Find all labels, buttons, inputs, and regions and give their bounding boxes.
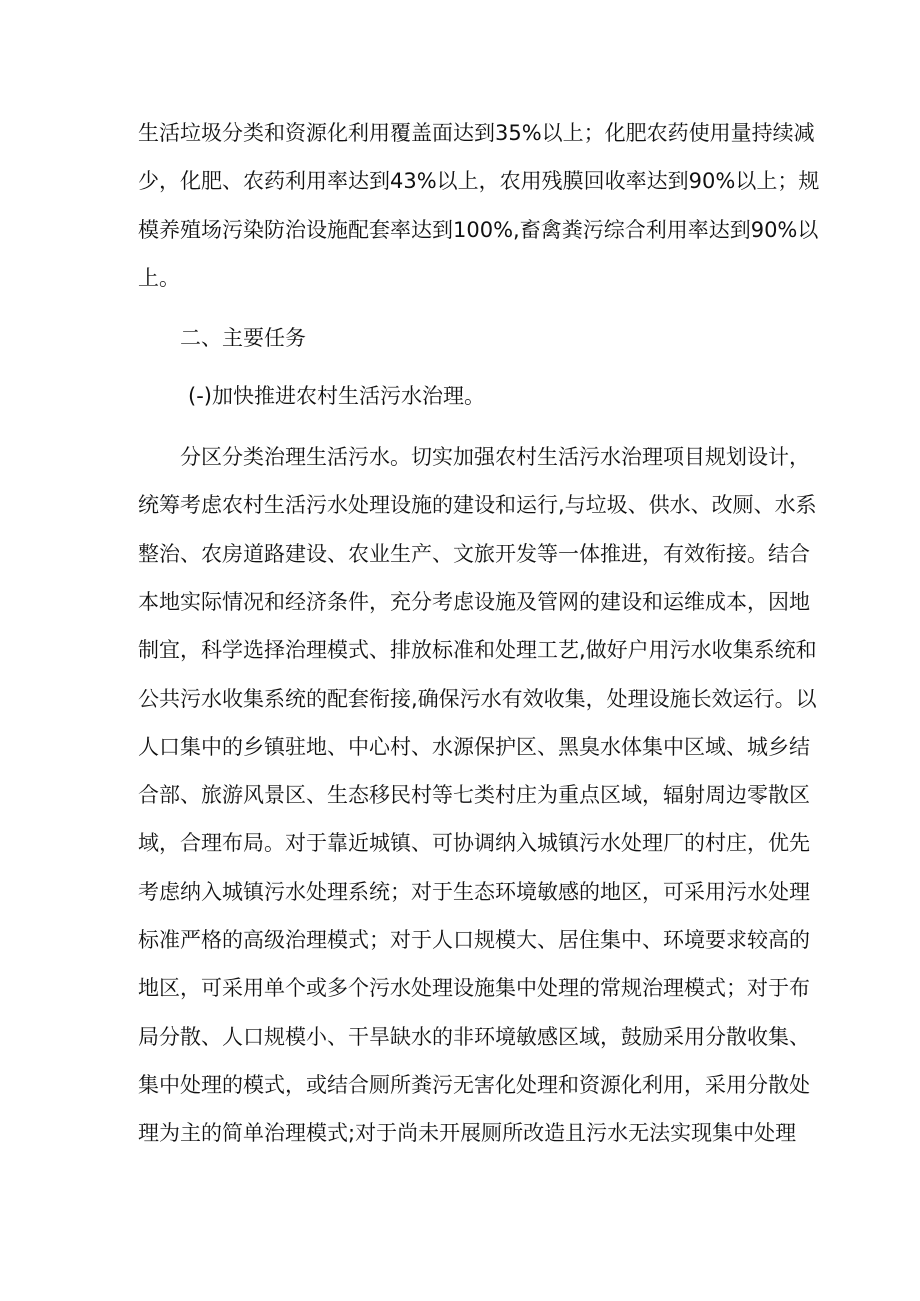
paragraph-line: 标准严格的高级治理模式；对于人口规模大、居住集中、环境要求较高的 [138,928,810,952]
paragraph-line: 理为主的简单治理模式;对于尚未开展厕所改造且污水无法实现集中处理 [138,1121,797,1145]
paragraph-line: 局分散、人口规模小、干旱缺水的非环境敏感区域，鼓励采用分散收集、 [138,1025,810,1049]
paragraph-line: 统筹考虑农村生活污水处理设施的建设和运行,与垃圾、供水、改厕、水系 [138,493,817,517]
paragraph-line: 整治、农房道路建设、农业生产、文旅开发等一体推进，有效衔接。结合 [138,542,810,566]
paragraph-line: 本地实际情况和经济条件，充分考虑设施及管网的建设和运维成本，因地 [138,590,810,614]
paragraph-line: 制宜，科学选择治理模式、排放标准和处理工艺,做好户用污水收集系统和 [138,638,817,662]
paragraph-line: 生活垃圾分类和资源化利用覆盖面达到35%以上；化肥农药使用量持续减 [138,121,815,145]
paragraph-line: 考虑纳入城镇污水处理系统；对于生态环境敏感的地区，可采用污水处理 [138,880,810,904]
paragraph-line: 合部、旅游风景区、生态移民村等七类村庄为重点区域，辐射周边零散区 [138,783,810,807]
paragraph-line: 地区，可采用单个或多个污水处理设施集中处理的常规治理模式；对于布 [138,976,810,1000]
subsection-heading: (-)加快推进农村生活污水治理。 [188,384,485,408]
paragraph-line: 少，化肥、农药利用率达到43%以上，农用残膜回收率达到90%以上；规 [138,169,820,193]
paragraph-line: 模养殖场污染防治设施配套率达到100%,畜禽粪污综合利用率达到90%以 [138,218,819,242]
paragraph-line: 域，合理布局。对于靠近城镇、可协调纳入城镇污水处理厂的村庄，优先 [138,831,810,855]
paragraph-line: 公共污水收集系统的配套衔接,确保污水有效收集，处理设施长效运行。以 [138,687,817,711]
section-heading: 二、主要任务 [180,326,306,350]
paragraph-line: 集中处理的模式，或结合厕所粪污无害化处理和资源化利用，采用分散处 [138,1073,810,1097]
paragraph-line: 上。 [138,266,180,290]
paragraph-line: 分区分类治理生活污水。切实加强农村生活污水治理项目规划设计， [180,445,810,469]
paragraph-line: 人口集中的乡镇驻地、中心村、水源保护区、黑臭水体集中区域、城乡结 [138,735,810,759]
